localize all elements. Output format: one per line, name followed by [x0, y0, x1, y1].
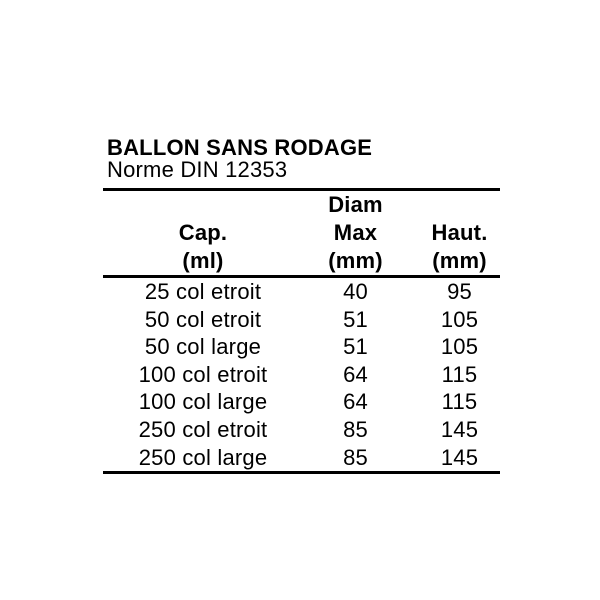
header-cap-unit: (ml) [103, 247, 303, 277]
cell-cap: 100 col etroit [138, 361, 268, 387]
cell-haut: 115 [441, 361, 478, 387]
document-title: BALLON SANS RODAGE [107, 135, 373, 160]
cell-cap: 100 col large [138, 389, 268, 415]
cell-haut: 105 [440, 334, 479, 360]
header-max: Max [333, 220, 378, 245]
table-row [103, 306, 500, 334]
cell-diam-max: 64 [343, 361, 368, 387]
header-empty-cell [408, 190, 500, 220]
header-cap: Cap. [178, 220, 228, 245]
header-row-1 [103, 190, 500, 220]
cell-diam-max: 51 [343, 334, 368, 360]
header-haut-unit: (mm) [408, 247, 500, 277]
spec-table [103, 188, 500, 474]
header-diam-unit: (mm) [303, 247, 408, 277]
cell-diam-max: 64 [343, 389, 368, 415]
cell-haut: 95 [447, 279, 472, 304]
cell-cap: 250 col large [138, 444, 268, 470]
cell-haut: 115 [441, 389, 478, 415]
table-row [103, 333, 500, 361]
header-haut: Haut. [431, 220, 488, 245]
spec-table-header [103, 190, 500, 277]
cell-haut: 145 [440, 416, 479, 442]
cell-haut: 105 [440, 306, 479, 332]
cell-diam-max: 85 [343, 416, 368, 442]
table-row [103, 416, 500, 444]
cell-cap: 50 col etroit [144, 306, 262, 332]
table-row [103, 444, 500, 473]
cell-diam-max: 51 [343, 306, 368, 332]
spec-document [103, 137, 500, 474]
cell-diam-max: 40 [343, 279, 368, 304]
table-row [103, 361, 500, 389]
table-row [103, 388, 500, 416]
cell-diam-max: 85 [343, 444, 368, 470]
norm-reference: Norme DIN 12353 [107, 157, 288, 182]
cell-cap: 50 col large [144, 334, 262, 360]
table-row [103, 277, 500, 306]
header-diam: Diam [328, 192, 383, 217]
header-row-3 [103, 247, 500, 277]
cell-cap: 25 col etroit [144, 279, 262, 304]
spec-table-body [103, 277, 500, 473]
header-empty-cell [103, 190, 303, 220]
header-row-2 [103, 219, 500, 247]
cell-cap: 250 col etroit [138, 416, 268, 442]
cell-haut: 145 [440, 444, 479, 470]
